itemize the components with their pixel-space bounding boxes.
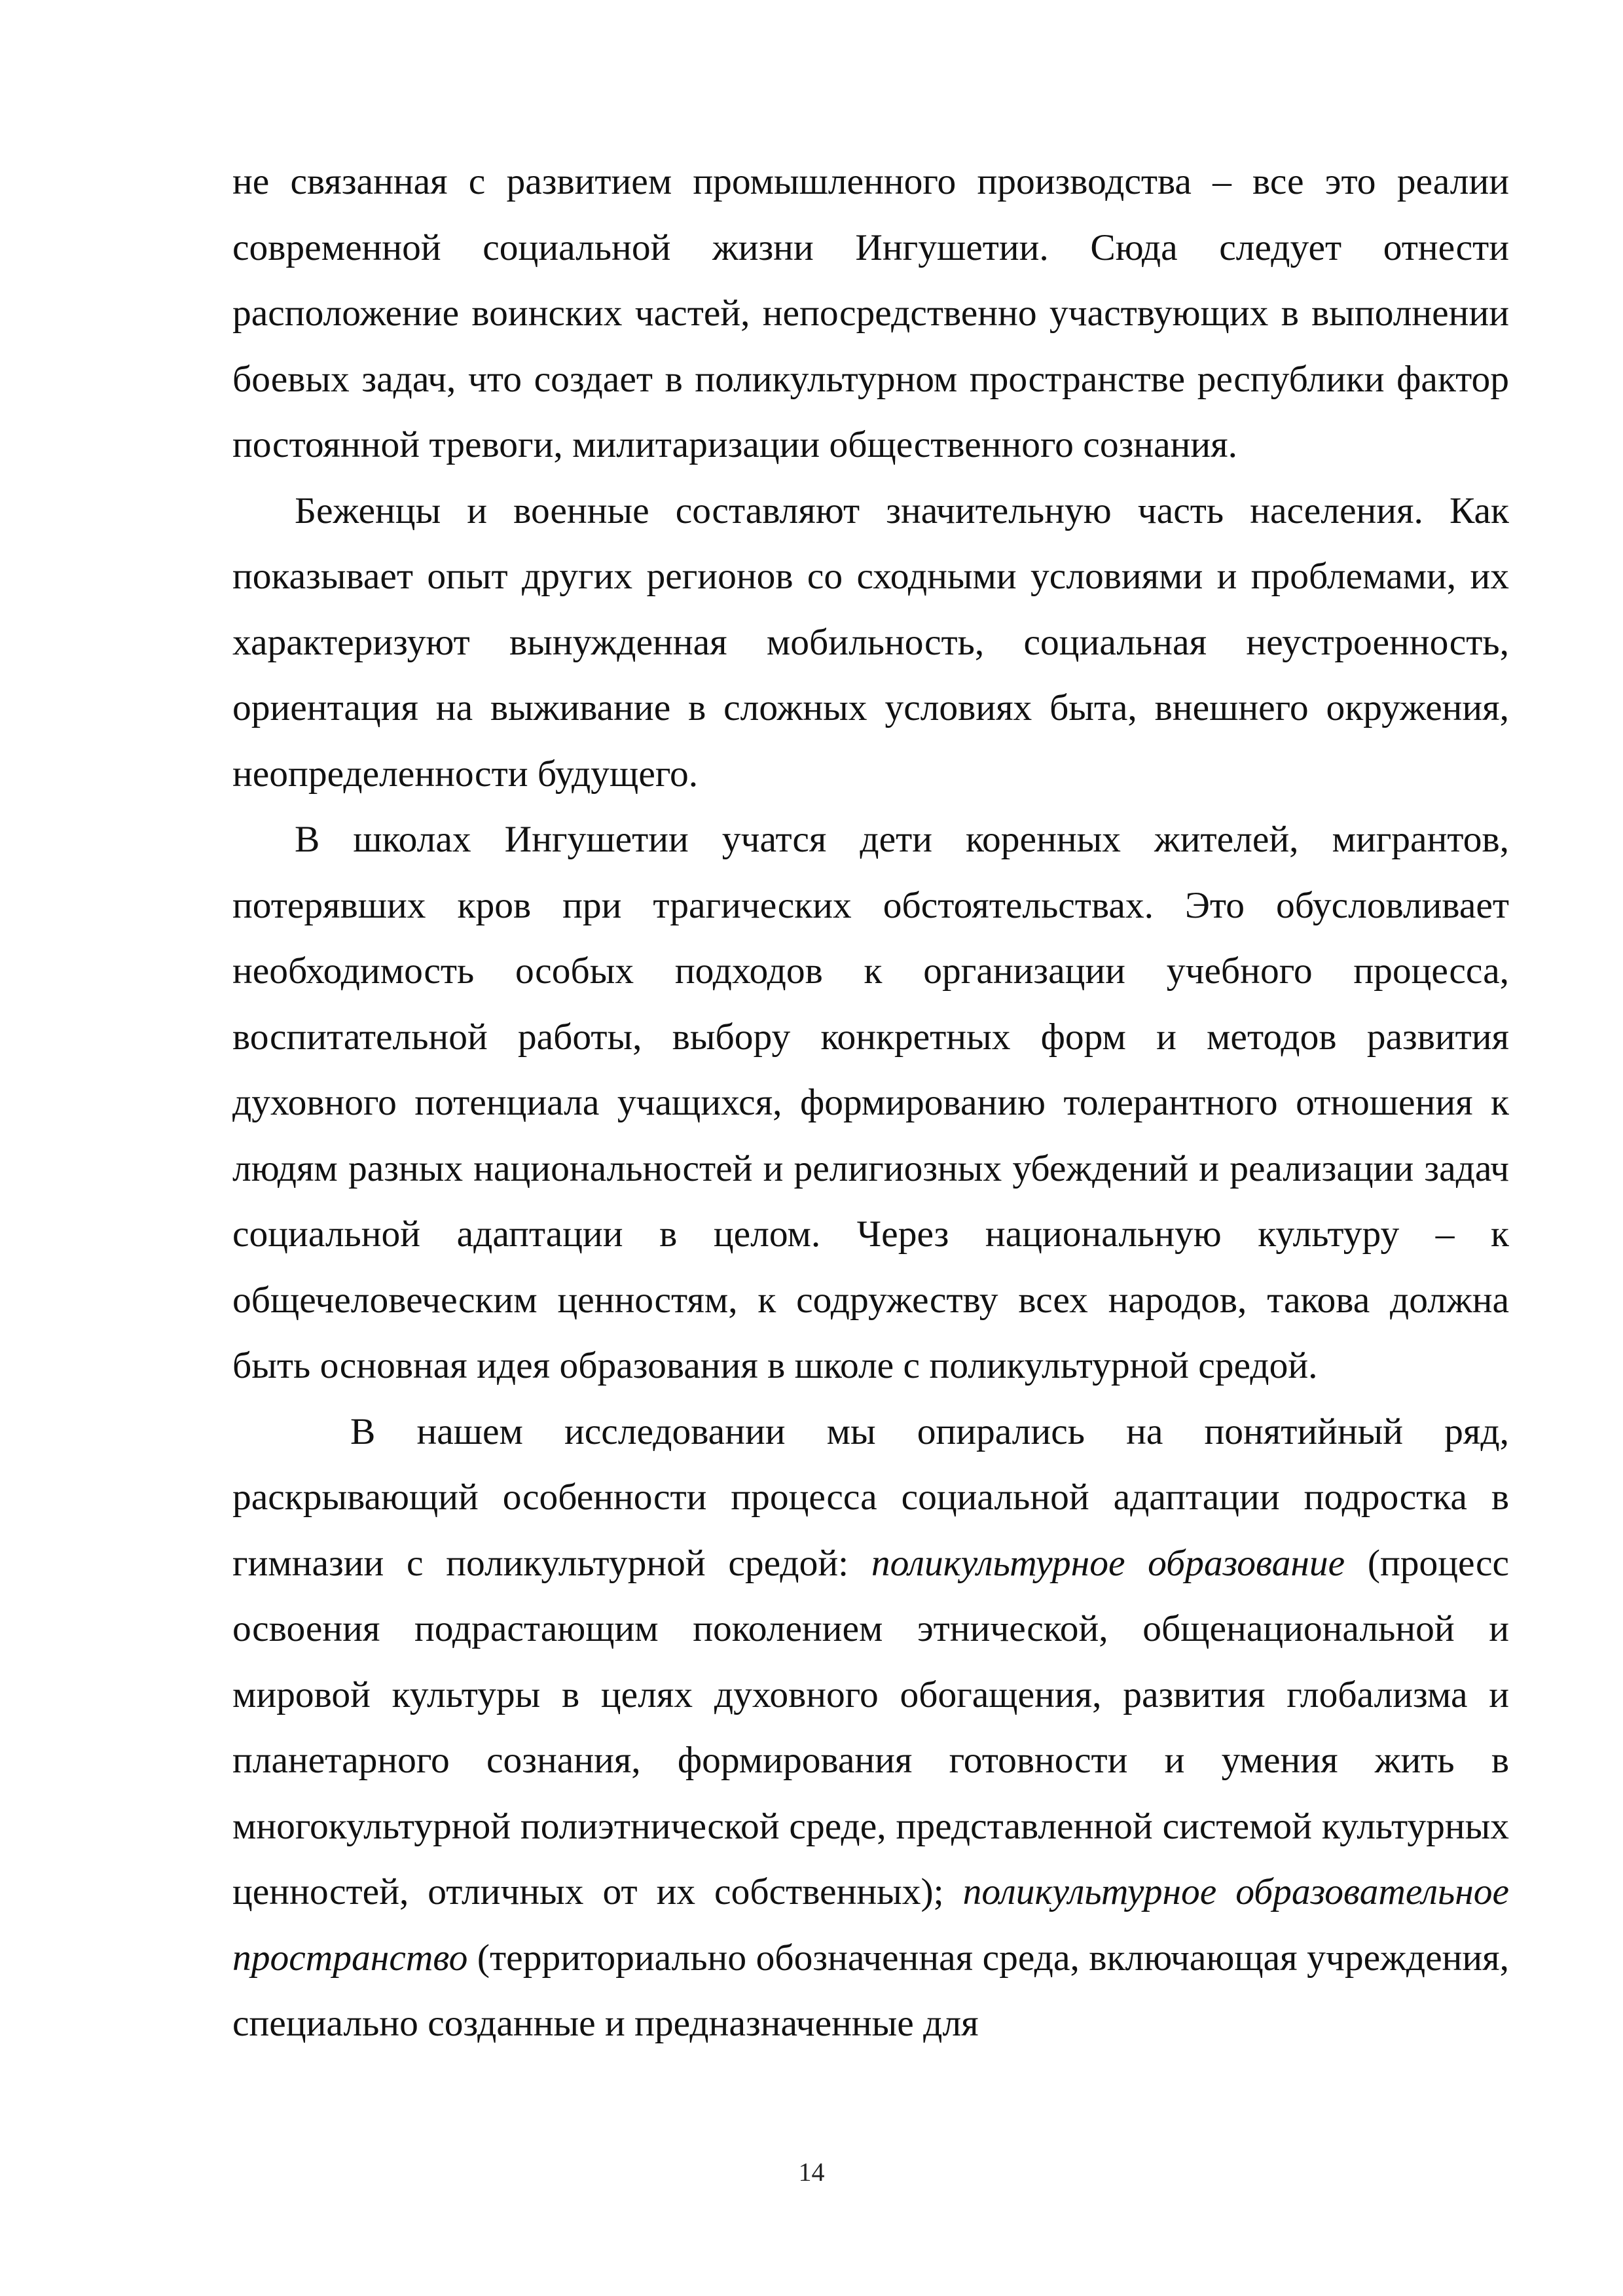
paragraph-1: не связанная с развитием промышленного производства – все это реалии современной социальной жизни Ингушетии. Сюда следует отнести расположение воинских частей, непосредственно участвующих в выполнении боевых задач, что создает в поликультурном пространстве республики фактор постоянной тревоги, милитаризации общественного сознания. <box>232 161 1509 465</box>
paragraph-4-part-1: В нашем исследовании мы опирались на понятийный ряд, раскрывающий особенности процесса социальной адаптации подростка в гимназии с поликультурной средой: <box>232 1410 1509 1584</box>
paragraph-4-part-3: (территориально обозначенная среда, включающая учреждения, специально созданные и предназначенные для <box>232 1937 1509 2044</box>
paragraph-3: В школах Ингушетии учатся дети коренных жителей, мигрантов, потерявших кров при трагических обстоятельствах. Это обусловливает необходимость особых подходов к организации учебного процесса, воспитательной работы, выбору конкретных форм и методов развития духовного потенциала учащихся, формированию толерантного отношения к людям разных национальностей и религиозных убеждений и реализации задач социальной адаптации в целом. Через национальную культуру – к общечеловеческим ценностям, к содружеству всех народов, такова должна быть основная идея образования в школе с поликультурной средой. <box>232 819 1509 1386</box>
paragraph-4-part-2: (процесс освоения подрастающим поколением этнической, общенациональной и мировой культуры в целях духовного обогащения, развития глобализма и планетарного сознания, формирования готовности и умения жить в многокультурной полиэтнической среде, представленной системой культурных ценностей, отличных от их собственных); <box>232 1542 1509 1912</box>
term-polycultural-educational-space: поликультурное образовательное пространство <box>232 1871 1510 1979</box>
paragraph-4 <box>232 1399 1509 2057</box>
term-polycultural-education: поликультурное образование <box>871 1542 1345 1584</box>
page-text <box>232 149 1509 2057</box>
page-number: 14 <box>798 2157 825 2187</box>
paragraph-2: Беженцы и военные составляют значительную часть населения. Как показывает опыт других регионов со сходными условиями и проблемами, их характеризуют вынужденная мобильность, социальная неустроенность, ориентация на выживание в сложных условиях быта, внешнего окружения, неопределенности будущего. <box>232 490 1509 795</box>
